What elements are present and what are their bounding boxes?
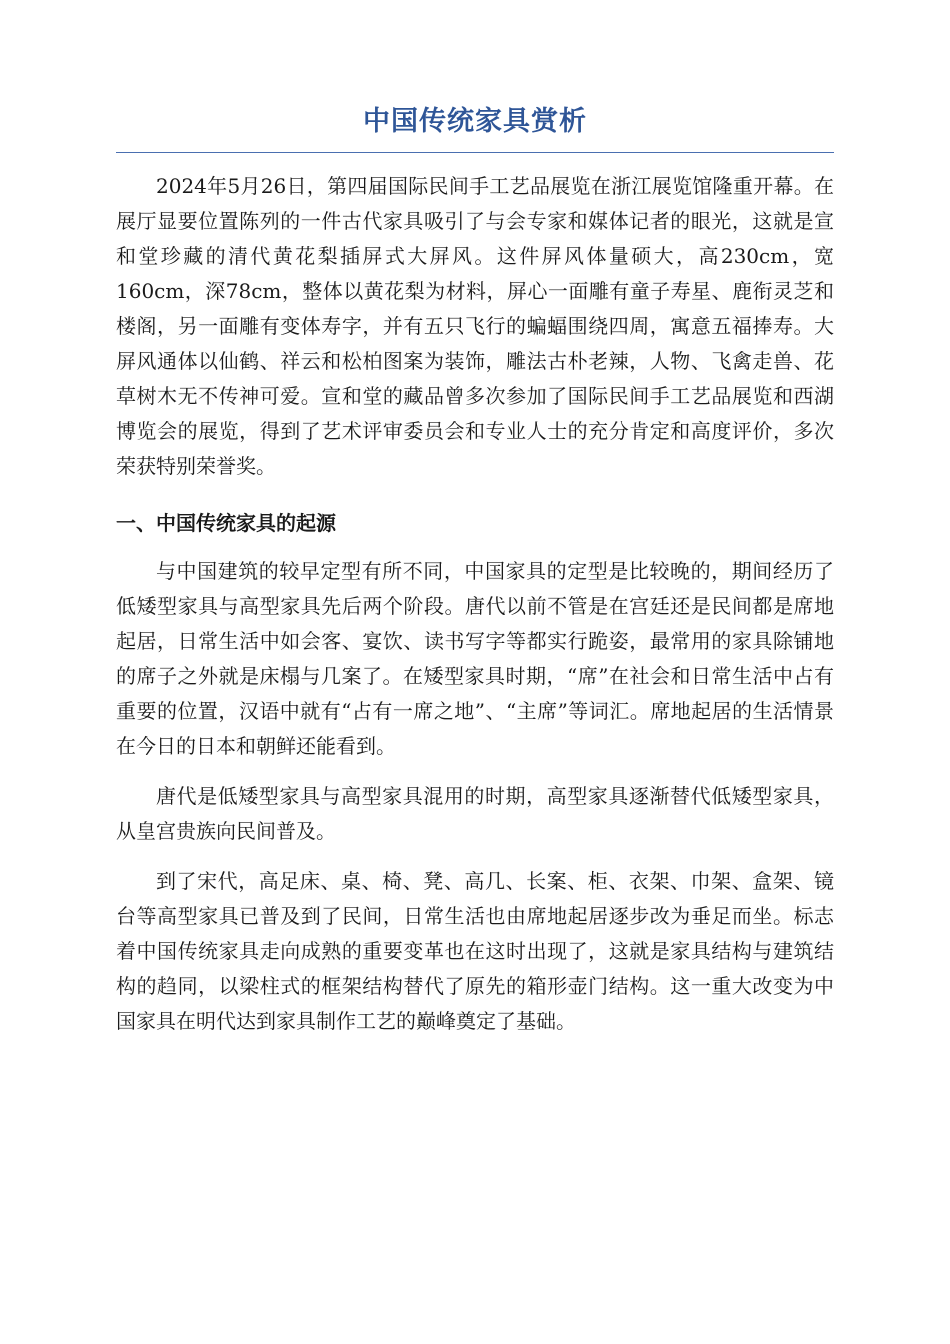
document-page	[116, 100, 834, 1039]
intro-paragraph: 2024年5月26日，第四届国际民间手工艺品展览在浙江展览馆隆重开幕。在展厅显要位置陈列的一件古代家具吸引了与会专家和媒体记者的眼光，这就是宣和堂珍藏的清代黄花梨插屏式大屏风。这件屏风体量硕大，高230cm，宽160cm，深78cm，整体以黄花梨为材料，屏心一面雕有童子寿星、鹿衔灵芝和楼阁，另一面雕有变体寿字，并有五只飞行的蝙蝠围绕四周，寓意五福捧寿。大屏风通体以仙鹤、祥云和松柏图案为装饰，雕法古朴老辣，人物、飞禽走兽、花草树木无不传神可爱。宣和堂的藏品曾多次参加了国际民间手工艺品展览和西湖博览会的展览，得到了艺术评审委员会和专业人士的充分肯定和高度评价，多次荣获特别荣誉奖。	[116, 174, 834, 478]
section-paragraph-3: 到了宋代，高足床、桌、椅、凳、高几、长案、柜、衣架、巾架、盒架、镜台等高型家具已普及到了民间，日常生活也由席地起居逐步改为垂足而坐。标志着中国传统家具走向成熟的重要变革也在这时出现了，这就是家具结构与建筑结构的趋同，以梁柱式的框架结构替代了原先的箱形壶门结构。这一重大改变为中国家具在明代达到家具制作工艺的巅峰奠定了基础。	[116, 869, 834, 1033]
section-heading: 一、中国传统家具的起源	[116, 511, 336, 535]
document-title: 中国传统家具赏析	[116, 100, 834, 153]
section-paragraph-1: 与中国建筑的较早定型有所不同，中国家具的定型是比较晚的，期间经历了低矮型家具与高型家具先后两个阶段。唐代以前不管是在宫廷还是民间都是席地起居，日常生活中如会客、宴饮、读书写字等都实行跪姿，最常用的家具除铺地的席子之外就是床榻与几案了。在矮型家具时期，“席”在社会和日常生活中占有重要的位置，汉语中就有“占有一席之地”、“主席”等词汇。席地起居的生活情景在今日的日本和朝鲜还能看到。	[116, 559, 834, 758]
section-paragraph-2: 唐代是低矮型家具与高型家具混用的时期，高型家具逐渐替代低矮型家具，从皇宫贵族向民间普及。	[116, 784, 834, 843]
